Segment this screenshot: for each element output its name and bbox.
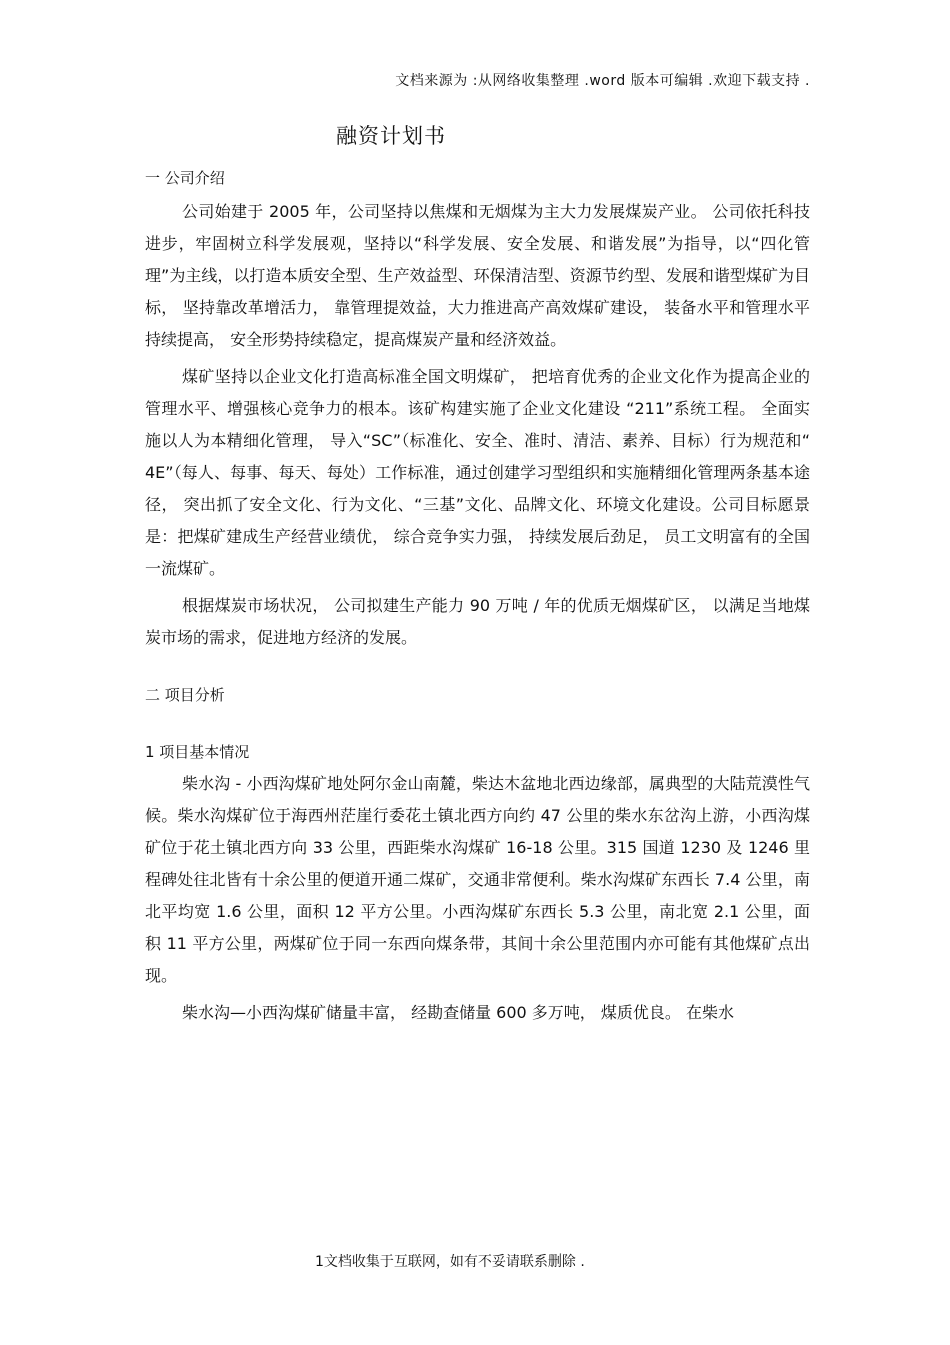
paragraph-project-basic-1: 柴水沟 - 小西沟煤矿地处阿尔金山南麓，柴达木盆地北西边缘部，属典型的大陆荒漠性气候。柴水沟煤矿位于海西州茫崖行委花土镇北西方向约 47 公里的柴水东岔沟上游，小西沟煤矿位于花土镇北西方向 33 公里，西距柴水沟煤矿 16-18 公里。315 国道 1230 及 1246 里程碑处往北皆有十余公里的便道开通二煤矿，交通非常便利。柴水沟煤矿东西长 7.4 公里，南北平均宽 1.6 公里，面积 12 平方公里。小西沟煤矿东西长 5.3 公里，南北宽 2.1 公里，面积 11 平方公里，两煤矿位于同一东西向煤条带，其间十余公里范围内亦可能有其他煤矿点出现。 (145, 774, 810, 985)
document-title: 融资计划书 (336, 124, 446, 148)
subsection-heading-project-basic: 1 项目基本情况 (145, 743, 250, 761)
section-heading-project: 二 项目分析 (145, 686, 225, 704)
paragraph-company-intro-1: 公司始建于 2005 年，公司坚持以焦煤和无烟煤为主大力发展煤炭产业。 公司依托科技进步，牢固树立科学发展观，坚持以“科学发展、安全发展、和谐发展”为指导，以“四化管理”为主线，以打造本质安全型、生产效益型、环保清洁型、资源节约型、发展和谐型煤矿为目标， 坚持靠改革增活力， 靠管理提效益，大力推进高产高效煤矿建设， 装备水平和管理水平持续提高， 安全形势持续稳定，提高煤炭产量和经济效益。 (145, 202, 810, 349)
paragraph-company-intro-2: 煤矿坚持以企业文化打造高标准全国文明煤矿， 把培育优秀的企业文化作为提高企业的管理水平、增强核心竞争力的根本。该矿构建实施了企业文化建设 “211”系统工程。 全面实施以人为本精细化管理， 导入“SC”（标准化、安全、准时、清洁、素养、目标）行为规范和“ 4E”（每人、每事、每天、每处）工作标准，通过创建学习型组织和实施精细化管理两条基本途径， 突出抓了安全文化、行为文化、“三基”文化、品牌文化、环境文化建设。公司目标愿景是：把煤矿建成生产经营业绩优， 综合竞争实力强， 持续发展后劲足， 员工文明富有的全国一流煤矿。 (145, 367, 810, 578)
footer-note: 1文档收集于互联网，如有不妥请联系删除 . (315, 1254, 585, 1270)
header-source-note: 文档来源为 :从网络收集整理 .word 版本可编辑 .欢迎下载支持 . (395, 73, 810, 89)
paragraph-project-basic-2: 柴水沟—小西沟煤矿储量丰富， 经勘查储量 600 多万吨， 煤质优良。 在柴水 (182, 1003, 734, 1022)
section-heading-company: 一 公司介绍 (145, 169, 225, 187)
document-body (145, 162, 810, 1029)
paragraph-company-intro-3: 根据煤炭市场状况， 公司拟建生产能力 90 万吨 / 年的优质无烟煤矿区， 以满足当地煤炭市场的需求，促进地方经济的发展。 (145, 596, 810, 647)
